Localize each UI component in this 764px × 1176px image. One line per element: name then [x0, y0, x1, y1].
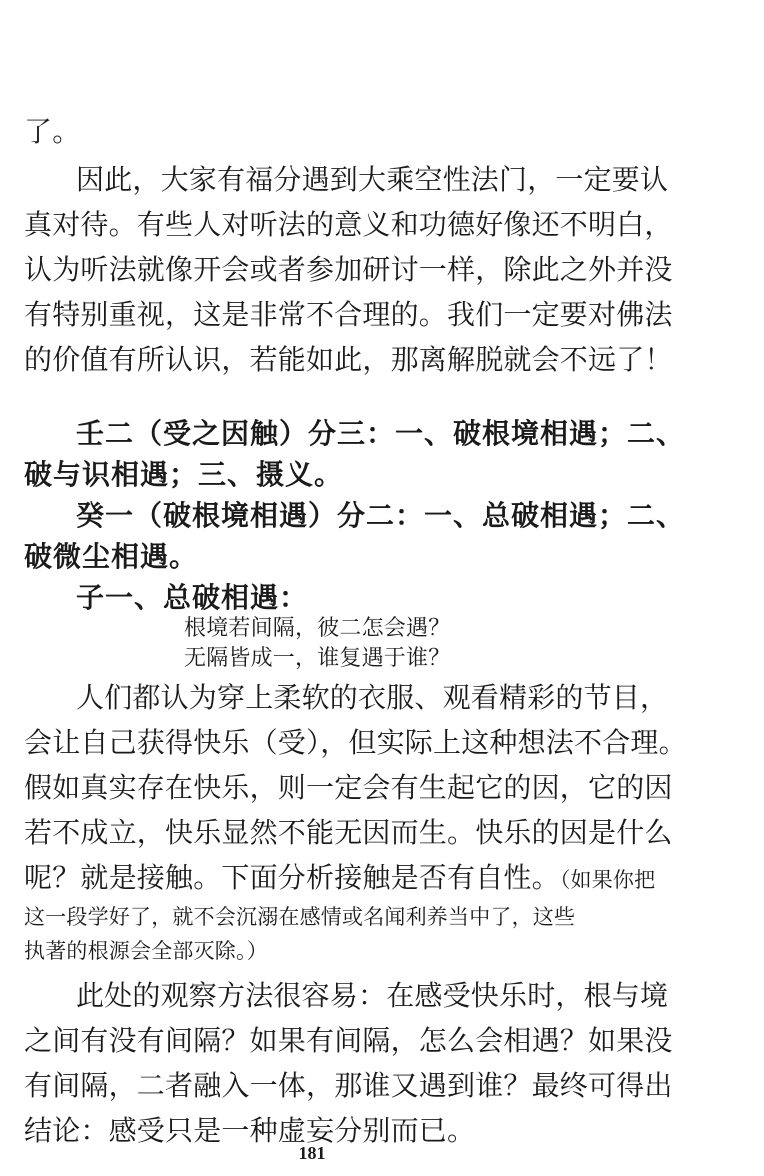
- text-line: 的价值有所认识，若能如此，那离解脱就会不远了！: [24, 343, 673, 376]
- verse-line: 无隔皆成一，谁复遇于谁？: [184, 646, 451, 671]
- text-line: 假如真实存在快乐，则一定会有生起它的因，它的因: [24, 771, 673, 804]
- verse-line: 根境若间隔，彼二怎会遇？: [184, 616, 451, 641]
- annotation-line: 执著的根源会全部灭除。）: [24, 939, 268, 963]
- text-line: 有间隔，二者融入一体，那谁又遇到谁？最终可得出: [24, 1069, 673, 1102]
- paragraph-start-line: 人们都认为穿上柔软的衣服、观看精彩的节目，: [76, 681, 669, 714]
- paragraph-start-line: 因此，大家有福分遇到大乘空性法门，一定要认: [76, 163, 669, 196]
- section-heading: 癸一（破根境相遇）分二：一、总破相遇；二、: [76, 499, 686, 532]
- text-line: 之间有没有间隔？如果有间隔，怎么会相遇？如果没: [24, 1024, 673, 1057]
- text-line: 结论：感受只是一种虚妄分别而已。: [24, 1114, 476, 1147]
- text-line: 认为听法就像开会或者参加研讨一样，除此之外并没: [24, 253, 673, 286]
- text-line: 呢？就是接触。下面分析接触是否有自性。（如果你把: [24, 861, 656, 894]
- section-heading: 破与识相遇；三、摄义。: [24, 458, 344, 491]
- annotation-line: 这一段学好了，就不会沉溺在感情或名闻利养当中了，这些: [24, 905, 576, 929]
- section-heading: 破微尘相遇。: [24, 540, 199, 573]
- text-line: 会让自己获得快乐（受），但实际上这种想法不合理。: [24, 726, 687, 759]
- text-line: 真对待。有些人对听法的意义和功德好像还不明白，: [24, 208, 673, 241]
- text-line: 若不成立，快乐显然不能无因而生。快乐的因是什么: [24, 816, 673, 849]
- text-line: 了。: [24, 115, 81, 148]
- section-heading: 壬二（受之因触）分三：一、破根境相遇；二、: [76, 417, 686, 450]
- text-line: 有特别重视，这是非常不合理的。我们一定要对佛法: [24, 298, 673, 331]
- subsection-heading: 子一、总破相遇：: [76, 581, 309, 614]
- annotation-text: （如果你把: [559, 868, 656, 892]
- paragraph-start-line: 此处的观察方法很容易：在感受快乐时，根与境: [76, 979, 669, 1012]
- page-number: 181: [298, 1143, 326, 1163]
